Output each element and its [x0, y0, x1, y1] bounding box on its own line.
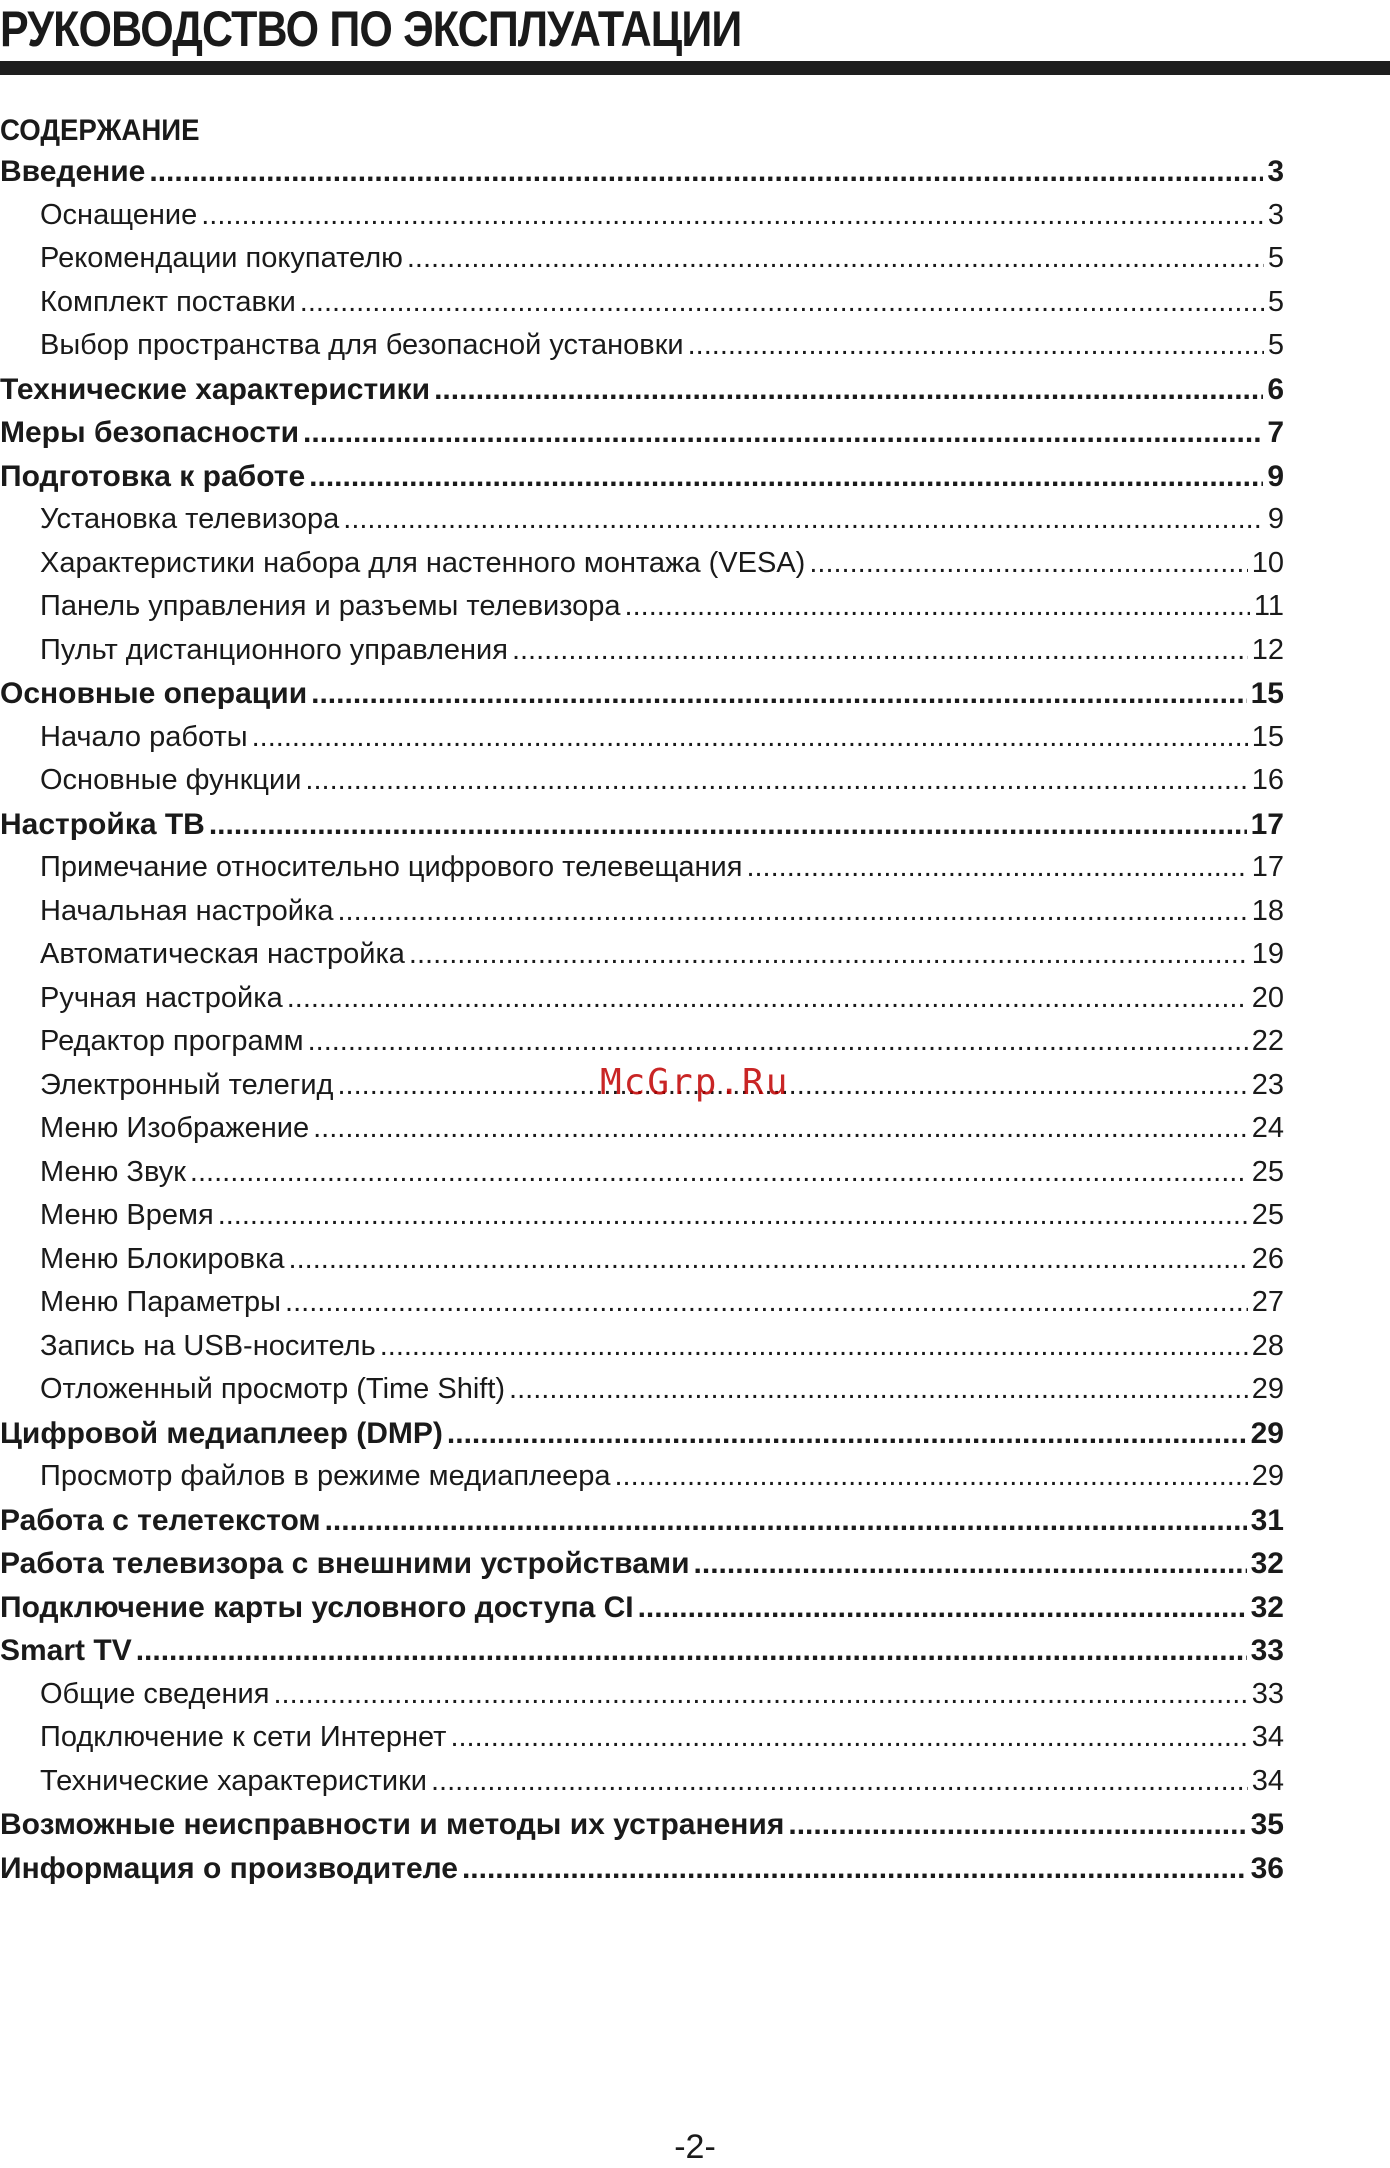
- toc-entry-title: Начальная настройка: [40, 894, 334, 927]
- toc-section-entry[interactable]: [0, 1634, 1284, 1678]
- toc-leader-dots: [688, 329, 1264, 362]
- toc-entry-page: 33: [1250, 1634, 1284, 1667]
- toc-entry-title: Ручная настройка: [40, 981, 283, 1014]
- toc-section-entry[interactable]: [0, 460, 1284, 504]
- table-of-contents: [0, 155, 1284, 1895]
- toc-subsection-entry[interactable]: [0, 1199, 1284, 1243]
- toc-leader-dots: [273, 1678, 1247, 1711]
- toc-leader-dots: [313, 1112, 1248, 1145]
- toc-subsection-entry[interactable]: [0, 1243, 1284, 1287]
- toc-entry-title: Выбор пространства для безопасной установки: [40, 329, 684, 361]
- toc-entry-title: Отложенный просмотр (Time Shift): [40, 1373, 506, 1405]
- toc-entry-page: 17: [1251, 851, 1284, 883]
- toc-leader-dots: [218, 1199, 1248, 1232]
- toc-entry-page: 18: [1251, 894, 1284, 927]
- toc-section-entry[interactable]: [0, 416, 1284, 460]
- toc-subsection-entry[interactable]: [0, 721, 1284, 765]
- toc-leader-dots: [431, 1765, 1248, 1798]
- toc-subsection-entry[interactable]: [0, 764, 1284, 808]
- toc-entry-page: 3: [1267, 198, 1284, 231]
- toc-entry-title: Установка телевизора: [40, 503, 340, 535]
- toc-leader-dots: [694, 1547, 1247, 1581]
- toc-entry-title: Информация о производителе: [0, 1851, 458, 1885]
- toc-section-entry[interactable]: [0, 155, 1284, 199]
- toc-entry-title: Панель управления и разъемы телевизора: [40, 590, 621, 622]
- toc-subsection-entry[interactable]: [0, 1721, 1284, 1765]
- toc-leader-dots: [407, 242, 1264, 275]
- toc-entry-title: Автоматическая настройка: [40, 938, 405, 970]
- toc-entry-page: 5: [1267, 242, 1284, 274]
- toc-subsection-entry[interactable]: [0, 329, 1284, 373]
- toc-entry-title: Подключение к сети Интернет: [40, 1721, 447, 1753]
- toc-entry-page: 26: [1251, 1242, 1284, 1275]
- toc-entry-title: Основные функции: [40, 764, 302, 796]
- toc-entry-page: 20: [1251, 981, 1284, 1014]
- toc-leader-dots: [201, 199, 1264, 232]
- toc-leader-dots: [337, 895, 1247, 928]
- toc-entry-title: Запись на USB-носитель: [40, 1329, 376, 1362]
- toc-leader-dots: [343, 503, 1264, 536]
- toc-section-entry[interactable]: [0, 1852, 1284, 1896]
- toc-leader-dots: [300, 286, 1264, 319]
- toc-leader-dots: [447, 1417, 1247, 1451]
- toc-entry-page: 29: [1251, 1373, 1284, 1405]
- toc-entry-title: Характеристики набора для настенного монтажа (VESA): [40, 546, 806, 579]
- toc-entry-page: 34: [1251, 1764, 1284, 1797]
- toc-subsection-entry[interactable]: [0, 242, 1284, 286]
- toc-entry-page: 24: [1251, 1112, 1284, 1144]
- toc-entry-page: 10: [1251, 546, 1284, 579]
- toc-subsection-entry[interactable]: [0, 895, 1284, 939]
- toc-entry-page: 9: [1267, 459, 1284, 493]
- toc-entry-title: Меню Параметры: [40, 1286, 282, 1318]
- toc-entry-page: 25: [1251, 1155, 1284, 1188]
- document-title: РУКОВОДСТВО ПО ЭКСПЛУАТАЦИИ: [0, 1, 742, 57]
- toc-entry-page: 19: [1251, 938, 1284, 970]
- toc-section-entry[interactable]: [0, 1808, 1284, 1852]
- toc-subsection-entry[interactable]: [0, 851, 1284, 895]
- toc-leader-dots: [638, 1591, 1247, 1625]
- toc-entry-title: Работа телевизора с внешними устройствами: [0, 1547, 690, 1580]
- page-number: -2-: [674, 2128, 716, 2166]
- toc-entry-page: 25: [1251, 1199, 1284, 1231]
- toc-leader-dots: [614, 1460, 1247, 1493]
- toc-leader-dots: [209, 808, 1247, 842]
- toc-leader-dots: [149, 155, 1263, 189]
- toc-subsection-entry[interactable]: [0, 1286, 1284, 1330]
- toc-entry-title: Оснащение: [40, 198, 198, 231]
- toc-subsection-entry[interactable]: [0, 590, 1284, 634]
- toc-entry-page: 29: [1251, 1460, 1284, 1492]
- toc-leader-dots: [746, 851, 1247, 884]
- toc-entry-title: Меню Звук: [40, 1155, 186, 1188]
- toc-entry-page: 7: [1267, 416, 1284, 449]
- toc-leader-dots: [788, 1808, 1246, 1842]
- title-rule: [0, 61, 1390, 75]
- toc-section-entry[interactable]: [0, 677, 1284, 721]
- toc-subsection-entry[interactable]: [0, 938, 1284, 982]
- toc-subsection-entry[interactable]: [0, 1373, 1284, 1417]
- toc-entry-title: Подключение карты условного доступа CI: [0, 1590, 634, 1624]
- toc-entry-page: 29: [1250, 1416, 1284, 1450]
- toc-entry-title: Настройка ТВ: [0, 807, 205, 841]
- toc-section-entry[interactable]: [0, 373, 1284, 417]
- toc-section-entry[interactable]: [0, 1417, 1284, 1461]
- toc-subsection-entry[interactable]: [0, 547, 1284, 591]
- toc-leader-dots: [303, 416, 1263, 450]
- toc-entry-title: Пульт дистанционного управления: [40, 633, 508, 666]
- toc-entry-page: 15: [1250, 677, 1284, 710]
- toc-entry-title: Меню Изображение: [40, 1112, 310, 1144]
- toc-entry-page: 23: [1251, 1068, 1284, 1101]
- toc-subsection-entry[interactable]: [0, 503, 1284, 547]
- toc-leader-dots: [450, 1721, 1247, 1754]
- toc-entry-page: 9: [1267, 503, 1284, 535]
- toc-subsection-entry[interactable]: [0, 286, 1284, 330]
- toc-subsection-entry[interactable]: [0, 1330, 1284, 1374]
- toc-entry-page: 12: [1251, 633, 1284, 666]
- toc-entry-page: 33: [1251, 1677, 1284, 1710]
- toc-leader-dots: [305, 764, 1247, 797]
- toc-entry-title: Основные операции: [0, 677, 308, 710]
- toc-entry-page: 22: [1251, 1025, 1284, 1057]
- toc-leader-dots: [190, 1156, 1248, 1189]
- toc-entry-page: 35: [1250, 1808, 1284, 1841]
- toc-leader-dots: [285, 1286, 1248, 1319]
- toc-entry-title: Цифровой медиаплеер (DMP): [0, 1416, 443, 1450]
- toc-section-entry[interactable]: [0, 1504, 1284, 1548]
- toc-entry-title: Комплект поставки: [40, 285, 296, 318]
- toc-subsection-entry[interactable]: [0, 1765, 1284, 1809]
- toc-section-entry[interactable]: [0, 1547, 1284, 1591]
- toc-leader-dots: [289, 1243, 1248, 1276]
- toc-entry-title: Примечание относительно цифрового телевещания: [40, 851, 743, 883]
- toc-entry-page: 17: [1250, 807, 1284, 841]
- toc-entry-title: Начало работы: [40, 720, 248, 753]
- toc-entry-title: Меню Блокировка: [40, 1242, 285, 1275]
- toc-subsection-entry[interactable]: [0, 1460, 1284, 1504]
- toc-entry-page: 3: [1267, 155, 1284, 188]
- toc-subsection-entry[interactable]: [0, 1678, 1284, 1722]
- toc-subsection-entry[interactable]: [0, 199, 1284, 243]
- toc-subsection-entry[interactable]: [0, 1112, 1284, 1156]
- toc-entry-page: 31: [1250, 1503, 1284, 1537]
- toc-entry-title: Электронный телегид: [40, 1068, 334, 1101]
- toc-leader-dots: [409, 938, 1248, 971]
- toc-entry-title: Работа с телетекстом: [0, 1503, 321, 1537]
- toc-entry-title: Меню Время: [40, 1199, 214, 1231]
- toc-subsection-entry[interactable]: [0, 982, 1284, 1026]
- toc-leader-dots: [309, 460, 1263, 494]
- toc-leader-dots: [308, 1025, 1248, 1058]
- toc-entry-title: Технические характеристики: [0, 372, 431, 406]
- toc-entry-page: 5: [1267, 285, 1284, 318]
- toc-heading: СОДЕРЖАНИЕ: [0, 114, 200, 147]
- toc-entry-page: 16: [1251, 764, 1284, 796]
- toc-entry-page: 27: [1251, 1286, 1284, 1318]
- toc-entry-page: 36: [1250, 1851, 1284, 1885]
- toc-entry-page: 34: [1251, 1721, 1284, 1753]
- toc-entry-title: Меры безопасности: [0, 416, 300, 449]
- toc-entry-title: Общие сведения: [40, 1677, 270, 1710]
- toc-leader-dots: [462, 1852, 1247, 1886]
- toc-entry-page: 32: [1250, 1547, 1284, 1580]
- toc-leader-dots: [252, 721, 1248, 754]
- toc-entry-title: Редактор программ: [40, 1025, 304, 1057]
- toc-section-entry[interactable]: [0, 1591, 1284, 1635]
- toc-leader-dots: [434, 373, 1263, 407]
- toc-leader-dots: [136, 1634, 1247, 1668]
- toc-leader-dots: [380, 1330, 1248, 1363]
- toc-leader-dots: [512, 634, 1248, 667]
- toc-subsection-entry[interactable]: [0, 634, 1284, 678]
- toc-entry-page: 32: [1250, 1590, 1284, 1624]
- toc-entry-title: Подготовка к работе: [0, 459, 306, 493]
- toc-leader-dots: [325, 1504, 1247, 1538]
- toc-section-entry[interactable]: [0, 808, 1284, 852]
- toc-entry-page: 5: [1267, 329, 1284, 361]
- toc-subsection-entry[interactable]: [0, 1156, 1284, 1200]
- toc-entry-title: Smart TV: [0, 1634, 132, 1667]
- toc-entry-title: Введение: [0, 155, 146, 188]
- toc-entry-page: 28: [1251, 1329, 1284, 1362]
- toc-leader-dots: [337, 1069, 1247, 1102]
- toc-leader-dots: [287, 982, 1248, 1015]
- watermark: McGrp.Ru: [600, 1062, 790, 1103]
- toc-entry-title: Просмотр файлов в режиме медиаплеера: [40, 1460, 611, 1492]
- toc-entry-title: Рекомендации покупателю: [40, 242, 403, 274]
- toc-leader-dots: [809, 547, 1247, 580]
- toc-leader-dots: [625, 590, 1250, 623]
- toc-entry-title: Возможные неисправности и методы их устранения: [0, 1808, 785, 1841]
- toc-entry-page: 15: [1251, 720, 1284, 753]
- toc-leader-dots: [509, 1373, 1248, 1406]
- toc-entry-page: 11: [1253, 590, 1284, 622]
- toc-entry-title: Технические характеристики: [40, 1764, 427, 1797]
- toc-entry-page: 6: [1267, 372, 1284, 406]
- toc-leader-dots: [311, 677, 1246, 711]
